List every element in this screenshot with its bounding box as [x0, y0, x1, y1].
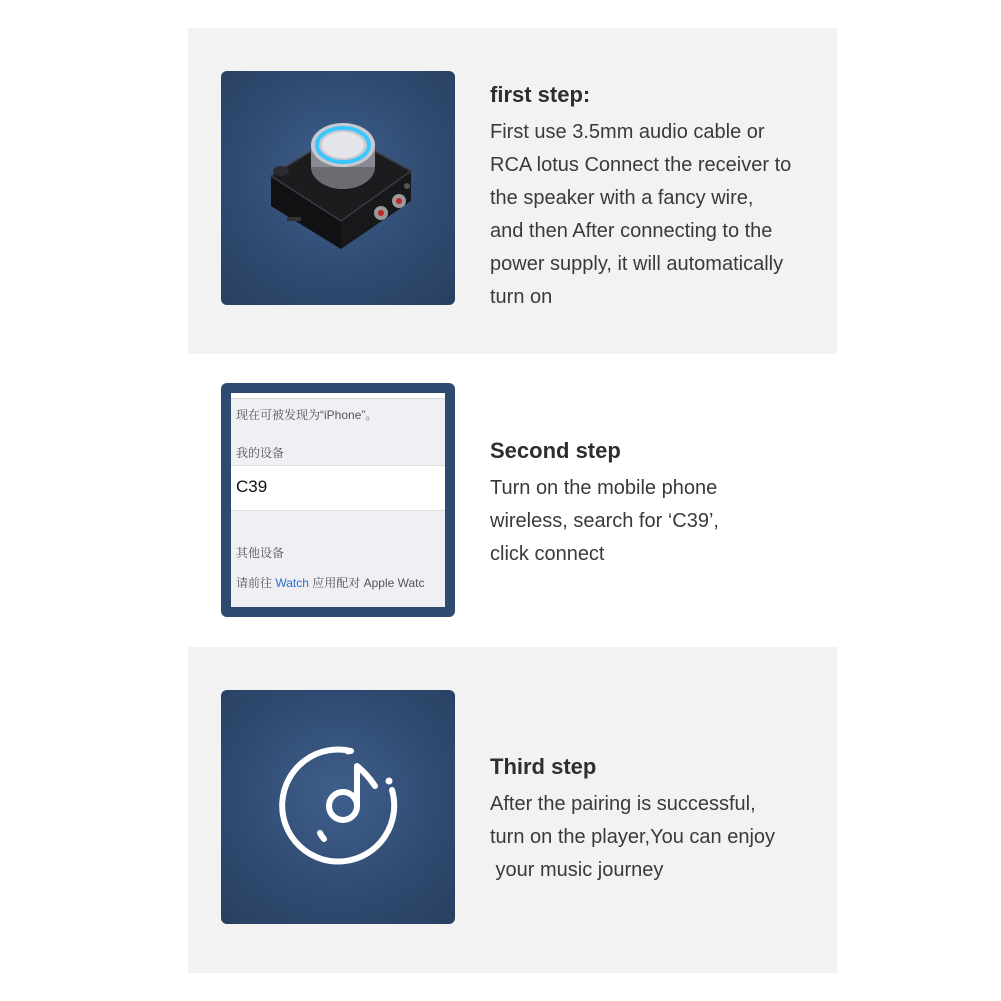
- music-image: [221, 690, 455, 924]
- pair-prefix: 请前往: [236, 576, 273, 590]
- my-devices-label: 我的设备: [236, 446, 285, 460]
- step-one-line: and then After connecting to the: [490, 220, 773, 242]
- step-one-panel: [188, 28, 837, 354]
- other-devices-label: 其他设备: [236, 546, 285, 560]
- watch-link[interactable]: Watch: [275, 576, 309, 590]
- pair-watch-hint: [236, 574, 425, 591]
- step-three-line: turn on the player,You can enjoy: [490, 826, 776, 848]
- step-two-line: Turn on the mobile phone: [490, 477, 718, 499]
- step-two-line: click connect: [490, 543, 605, 565]
- step-one-line: the speaker with a fancy wire,: [490, 187, 754, 209]
- step-three-text: [490, 752, 825, 887]
- step-three-line: your music journey: [490, 859, 664, 881]
- step-two-text: [490, 436, 825, 571]
- step-one-line: RCA lotus Connect the receiver to: [490, 154, 792, 176]
- step-one-heading: first step:: [490, 82, 591, 107]
- bluetooth-receiver-device: [221, 71, 455, 305]
- phone-screenshot-frame: [221, 383, 455, 617]
- step-three-line: After the pairing is successful,: [490, 793, 756, 815]
- screen-top-row: [231, 393, 445, 399]
- step-one-text: [490, 80, 825, 314]
- step-one-description: [490, 116, 825, 314]
- step-three-heading: Third step: [490, 754, 597, 779]
- step-two-panel: [188, 354, 837, 647]
- step-two-heading: Second step: [490, 438, 621, 463]
- device-row-c39[interactable]: [231, 465, 445, 511]
- receiver-image: [221, 71, 455, 305]
- step-one-line: power supply, it will automatically: [490, 253, 784, 275]
- step-one-line: turn on: [490, 286, 553, 308]
- step-three-description: [490, 788, 825, 887]
- step-three-panel: [188, 647, 837, 973]
- phone-bluetooth-screen: [231, 393, 445, 607]
- step-two-description: [490, 472, 825, 571]
- device-name: C39: [236, 477, 268, 496]
- pair-suffix: 应用配对 Apple Watc: [312, 576, 425, 590]
- step-two-line: wireless, search for ‘C39’,: [490, 510, 719, 532]
- music-note-icon: [221, 690, 455, 924]
- discoverable-label: 现在可被发现为“iPhone”。: [236, 408, 378, 422]
- step-one-line: First use 3.5mm audio cable or: [490, 121, 765, 143]
